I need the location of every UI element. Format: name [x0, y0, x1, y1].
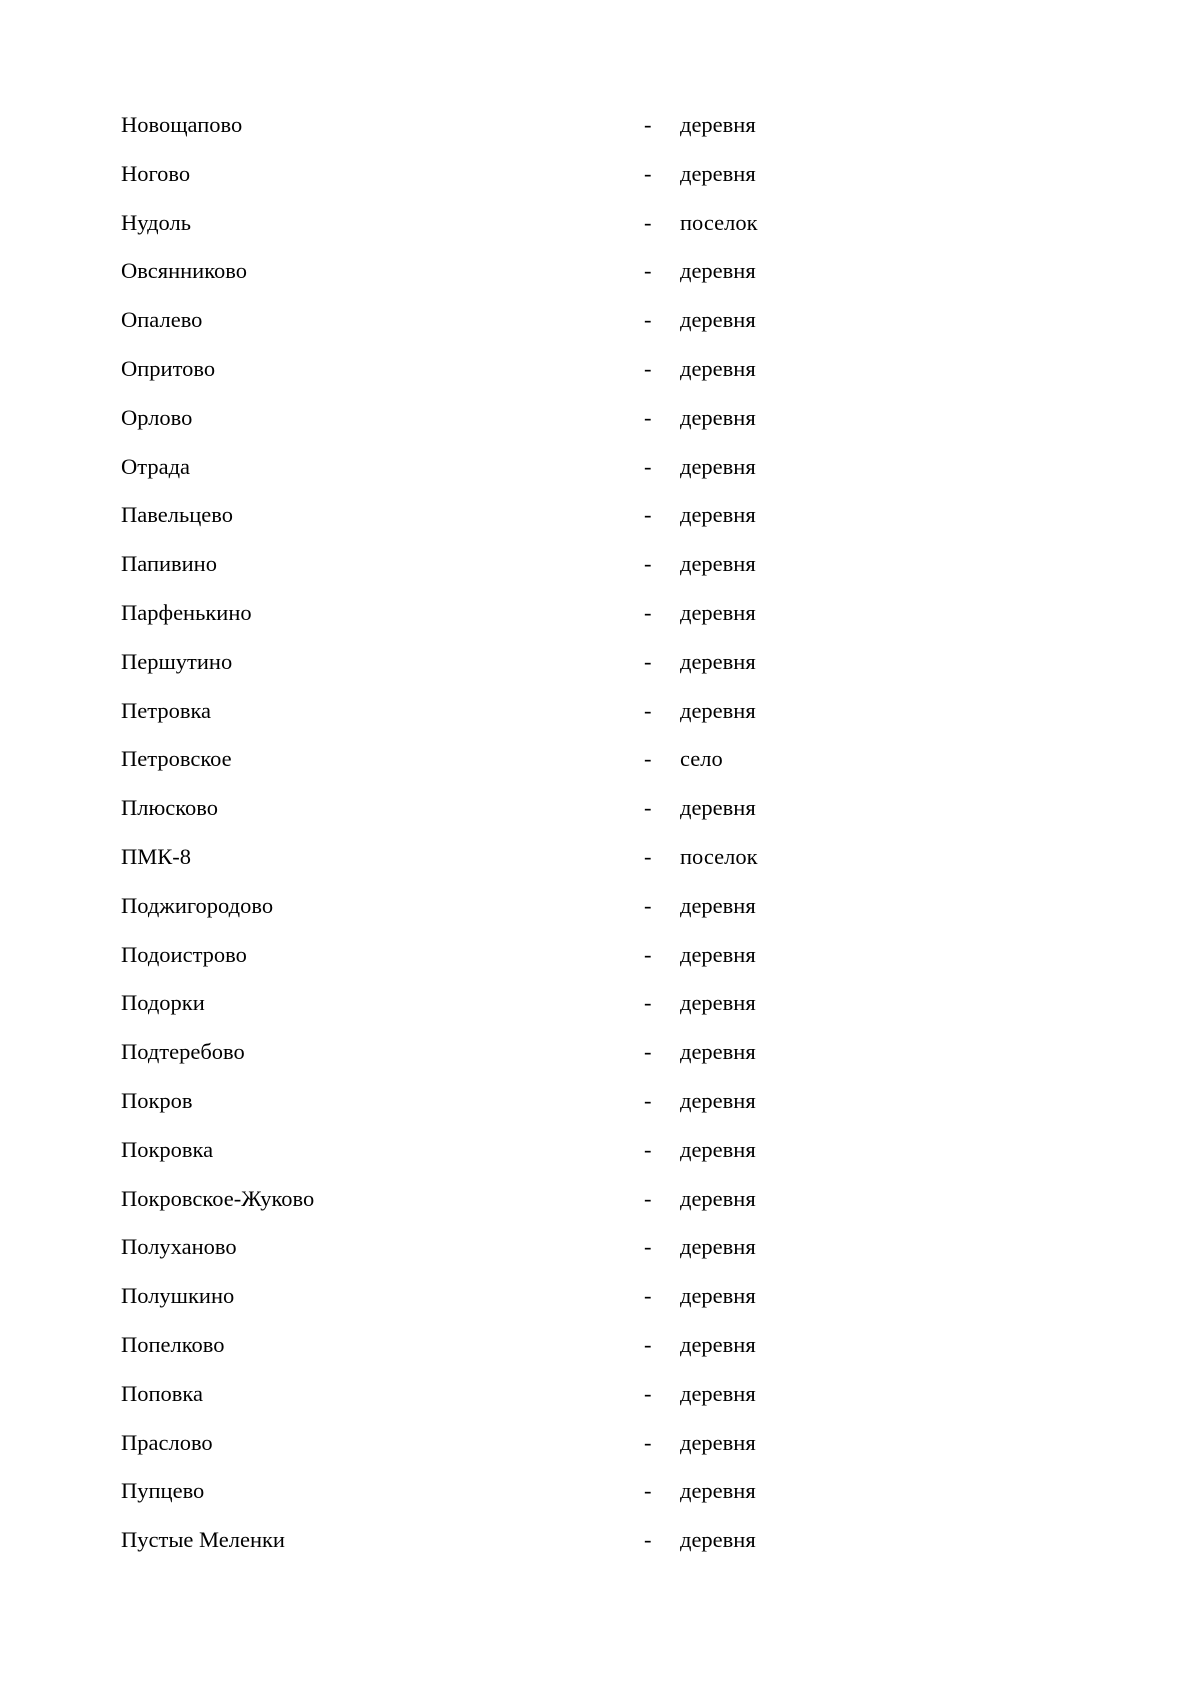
settlement-type: деревня [680, 648, 756, 674]
separator-dash: - [644, 892, 652, 918]
list-item [121, 1281, 1021, 1330]
settlement-name: Полуханово [121, 1234, 237, 1260]
settlement-name: Парфенькино [121, 599, 252, 625]
separator-dash: - [644, 941, 652, 967]
list-item [121, 305, 1021, 354]
settlement-type: деревня [680, 258, 756, 284]
settlement-type: деревня [680, 795, 756, 821]
settlement-type: деревня [680, 892, 756, 918]
settlement-type: деревня [680, 112, 756, 137]
separator-dash: - [644, 1136, 652, 1162]
separator-dash: - [644, 795, 652, 821]
separator-dash: - [644, 990, 652, 1016]
settlement-type: деревня [680, 1331, 756, 1357]
list-item [121, 696, 1021, 745]
settlement-name: Павельцево [121, 502, 233, 528]
settlement-type: деревня [680, 1185, 756, 1211]
settlement-name: Орлово [121, 404, 193, 430]
settlement-name: Поповка [121, 1380, 203, 1406]
settlement-name: Овсянниково [121, 258, 247, 284]
settlement-type: деревня [680, 599, 756, 625]
settlement-type: поселок [680, 209, 758, 235]
separator-dash: - [644, 307, 652, 333]
settlement-name: Папивино [121, 551, 217, 577]
settlement-type: деревня [680, 404, 756, 430]
list-item [121, 159, 1021, 208]
settlement-type: село [680, 746, 723, 772]
separator-dash: - [644, 1478, 652, 1504]
list-item [121, 1476, 1021, 1525]
list-item [121, 1184, 1021, 1233]
settlement-type: деревня [680, 990, 756, 1016]
separator-dash: - [644, 258, 652, 284]
separator-dash: - [644, 1380, 652, 1406]
list-item [121, 1379, 1021, 1428]
settlement-type: деревня [680, 453, 756, 479]
list-item [121, 354, 1021, 403]
separator-dash: - [644, 1429, 652, 1455]
list-item [121, 744, 1021, 793]
settlement-type: деревня [680, 502, 756, 528]
list-item [121, 793, 1021, 842]
settlement-type: деревня [680, 1039, 756, 1065]
settlement-name: Пустые Меленки [121, 1527, 285, 1553]
settlement-name: Покровское-Жуково [121, 1185, 315, 1211]
list-item [121, 1086, 1021, 1135]
separator-dash: - [644, 1331, 652, 1357]
list-item [121, 110, 1021, 159]
list-item [121, 208, 1021, 257]
separator-dash: - [644, 209, 652, 235]
list-item [121, 549, 1021, 598]
settlement-type: деревня [680, 941, 756, 967]
settlement-type: деревня [680, 1527, 756, 1553]
separator-dash: - [644, 453, 652, 479]
settlement-type: деревня [680, 160, 756, 186]
settlement-type: деревня [680, 355, 756, 381]
list-item [121, 1428, 1021, 1477]
settlement-type: деревня [680, 551, 756, 577]
separator-dash: - [644, 1185, 652, 1211]
settlement-name: Пупцево [121, 1478, 205, 1504]
settlement-name: Поджигородово [121, 892, 274, 918]
settlement-type: поселок [680, 843, 758, 869]
list-item [121, 598, 1021, 647]
list-item [121, 940, 1021, 989]
settlement-type: деревня [680, 1478, 756, 1504]
list-item [121, 1135, 1021, 1184]
settlement-type: деревня [680, 697, 756, 723]
list-item [121, 647, 1021, 696]
settlement-name: ПМК-8 [121, 843, 192, 869]
separator-dash: - [644, 551, 652, 577]
settlement-type: деревня [680, 1136, 756, 1162]
separator-dash: - [644, 746, 652, 772]
settlement-name: Покровка [121, 1136, 214, 1162]
settlement-name: Опритово [121, 355, 216, 381]
settlement-name: Подоистрово [121, 941, 247, 967]
settlement-name: Нудоль [121, 209, 191, 235]
settlement-name: Полушкино [121, 1283, 235, 1309]
list-item [121, 500, 1021, 549]
separator-dash: - [644, 1087, 652, 1113]
separator-dash: - [644, 355, 652, 381]
list-item [121, 1330, 1021, 1379]
separator-dash: - [644, 1283, 652, 1309]
settlement-name: Отрада [121, 453, 191, 479]
list-item [121, 1037, 1021, 1086]
list-item [121, 842, 1021, 891]
list-item [121, 452, 1021, 501]
list-item [121, 1232, 1021, 1281]
list-item [121, 891, 1021, 940]
separator-dash: - [644, 1039, 652, 1065]
settlement-name: Першутино [121, 648, 233, 674]
settlement-type: деревня [680, 1087, 756, 1113]
settlement-type: деревня [680, 1234, 756, 1260]
separator-dash: - [644, 404, 652, 430]
separator-dash: - [644, 160, 652, 186]
separator-dash: - [644, 599, 652, 625]
settlement-name: Праслово [121, 1429, 213, 1455]
settlement-name: Опалево [121, 307, 203, 333]
separator-dash: - [644, 843, 652, 869]
list-item [121, 256, 1021, 305]
separator-dash: - [644, 697, 652, 723]
settlement-name: Попелково [121, 1331, 225, 1357]
settlement-name: Новощапово [121, 112, 243, 137]
settlement-name: Петровское [121, 746, 232, 772]
settlement-type: деревня [680, 307, 756, 333]
settlement-type: деревня [680, 1380, 756, 1406]
settlement-name: Ногово [121, 160, 191, 186]
list-item [121, 1525, 1021, 1574]
settlement-name: Петровка [121, 697, 212, 723]
settlement-name: Покров [121, 1087, 193, 1113]
settlement-name: Подорки [121, 990, 205, 1016]
settlement-name: Подтеребово [121, 1039, 245, 1065]
settlement-list [121, 110, 1021, 1574]
separator-dash: - [644, 1234, 652, 1260]
separator-dash: - [644, 112, 652, 137]
separator-dash: - [644, 648, 652, 674]
separator-dash: - [644, 1527, 652, 1553]
settlement-type: деревня [680, 1429, 756, 1455]
settlement-type: деревня [680, 1283, 756, 1309]
settlement-name: Плюсково [121, 795, 219, 821]
separator-dash: - [644, 502, 652, 528]
list-item [121, 403, 1021, 452]
list-item [121, 988, 1021, 1037]
